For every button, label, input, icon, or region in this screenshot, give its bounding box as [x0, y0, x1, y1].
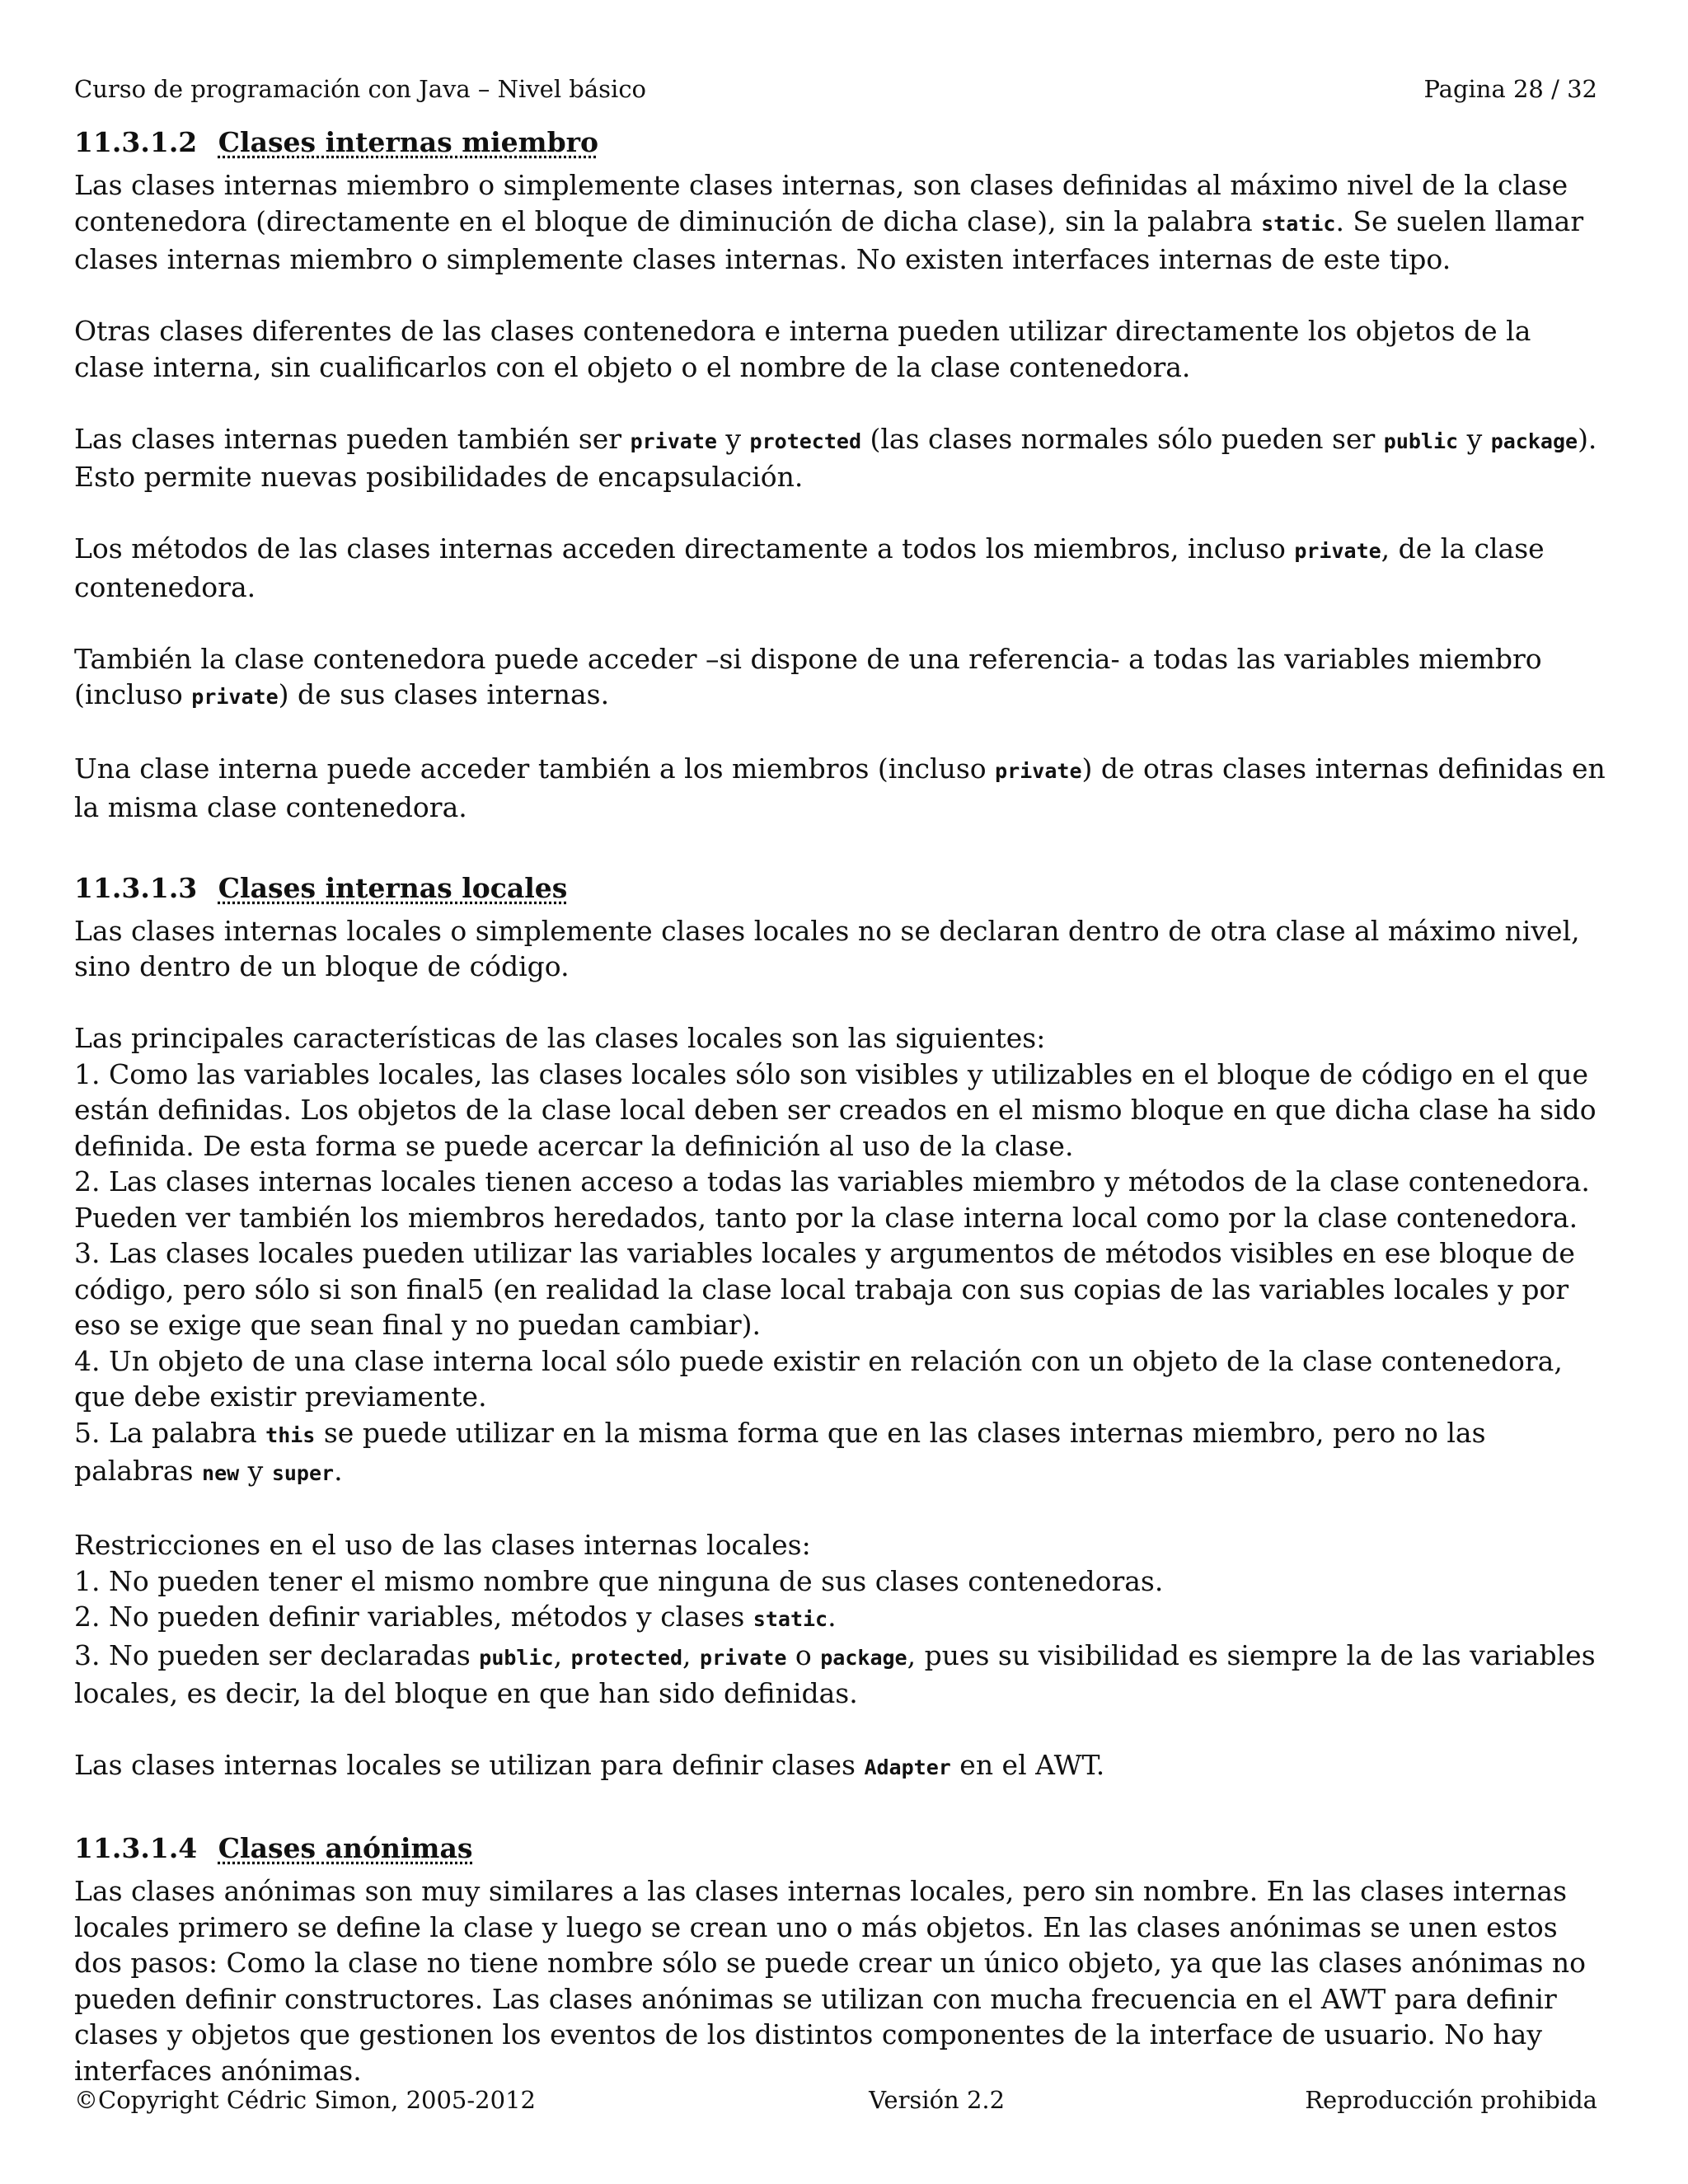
paragraph-text: ) de sus clases internas. [278, 678, 610, 710]
list-item-text: , pues su visibilidad es siempre la de las variables locales, es decir, la del bloque en que han sido definidas. [74, 1638, 1596, 1709]
paragraph [74, 531, 1607, 605]
features-list [74, 1020, 1607, 1492]
section-heading [74, 1830, 1607, 1867]
section-heading [74, 124, 1607, 161]
code-keyword: private [630, 429, 717, 453]
code-keyword: private [700, 1645, 787, 1670]
paragraph-text: ). Esto permite nuevas posibilidades de encapsulación. [74, 422, 1597, 493]
list-lead: Las principales características de las clases locales son las siguientes: [74, 1022, 1046, 1054]
code-keyword: static [1261, 211, 1336, 236]
section-heading [74, 869, 1607, 907]
paragraph-text: Una clase interna puede acceder también a los miembros (incluso [74, 752, 996, 785]
code-keyword: package [1490, 429, 1578, 453]
code-keyword: public [1383, 429, 1459, 453]
paragraph [74, 641, 1607, 715]
list-item: 2. Las clases internas locales tienen acceso a todas las variables miembro y métodos de la clase contenedora. Pueden ver también los miembros heredados, tanto por la clase interna local como por la clase contenedora. [74, 1165, 1590, 1234]
paragraph [74, 1747, 1607, 1786]
paragraph-text: Las clases internas locales se utilizan para definir clases [74, 1749, 865, 1781]
list-item-text: , [682, 1638, 701, 1671]
section-number: 11.3.1.3 [74, 871, 198, 904]
code-keyword: private [1294, 539, 1381, 563]
paragraph-text: Las clases internas pueden también ser [74, 422, 631, 455]
code-keyword: new [202, 1461, 240, 1485]
list-item-text: y [239, 1455, 272, 1487]
list-item-text: , [553, 1638, 571, 1671]
list-item [74, 1599, 1607, 1638]
list-item-text: . [828, 1601, 837, 1633]
list-item-text: 5. La palabra [74, 1416, 266, 1449]
list-item: 4. Un objeto de una clase interna local sólo puede existir en relación con un objeto de la clase contenedora, que debe existir previamente. [74, 1344, 1563, 1413]
paragraph: Las clases anónimas son muy similares a las clases internas locales, pero sin nombre. En las clases internas locales primero se define la clase y luego se crean uno o más objetos. En las clases anónimas se unen estos dos pasos: Como la clase no tiene nombre sólo se puede crear un único objeto, ya que las clases anónimas no pueden definir constructores. Las clases anónimas se utilizan con mucha frecuencia en el AWT para definir clases y objetos que gestionen los eventos de los distintos componentes de la interface de usuario. No hay interfaces anónimas. [74, 1875, 1587, 2087]
paragraph: Las clases internas locales o simplemente clases locales no se declaran dentro de otra clase al máximo nivel, sino dentro de un bloque de código. [74, 914, 1580, 982]
list-item-text: . [334, 1455, 343, 1487]
section-title: Clases internas locales [218, 871, 568, 904]
list-item: 3. Las clases locales pueden utilizar las variables locales y argumentos de métodos visibles en ese bloque de código, pero sólo si son final5 (en realidad la clase local trabaja con sus copias de las variables locales y por eso se exige que sean final y no puedan cambiar). [74, 1237, 1575, 1341]
page-number: Pagina 28 / 32 [1423, 75, 1597, 103]
code-keyword: protected [570, 1645, 683, 1670]
code-keyword: Adapter [864, 1755, 951, 1779]
code-keyword: protected [749, 429, 862, 453]
code-keyword: this [265, 1422, 316, 1447]
code-keyword: private [191, 685, 279, 709]
list-item-text: 2. No pueden definir variables, métodos y clases [74, 1601, 753, 1633]
running-header [74, 74, 1597, 104]
paragraph-text: (las clases normales sólo pueden ser [861, 422, 1384, 455]
paragraph-text: Los métodos de las clases internas acceden directamente a todos los miembros, incluso [74, 532, 1295, 565]
list-item-text: se puede utilizar en la misma forma que en las clases internas miembro, pero no las palabras [74, 1416, 1486, 1487]
paragraph-text: . Se suelen llamar clases internas miembro o simplemente clases internas. No existen interfaces internas de este tipo. [74, 204, 1584, 275]
paragraph-text: y [1458, 422, 1491, 455]
paragraph [74, 751, 1607, 825]
code-keyword: private [995, 759, 1082, 783]
reproduction-notice: Reproducción prohibida [1305, 2086, 1597, 2114]
paragraph-text: Las clases internas miembro o simplemente clases internas, son clases definidas al máximo nivel de la clase contenedora (directamente en el bloque de diminución de dicha clase), sin la palabra [74, 169, 1568, 237]
paragraph-text: , de la clase contenedora. [74, 532, 1545, 603]
paragraph-text: y [716, 422, 750, 455]
running-footer [74, 2085, 1597, 2115]
restrictions-list [74, 1527, 1607, 1712]
section-title: Clases internas miembro [218, 126, 599, 158]
list-lead: Restricciones en el uso de las clases internas locales: [74, 1529, 811, 1561]
section-number: 11.3.1.4 [74, 1832, 198, 1864]
list-item: 1. No pueden tener el mismo nombre que ninguna de sus clases contenedoras. [74, 1564, 1164, 1597]
code-keyword: super [271, 1461, 335, 1485]
code-keyword: public [479, 1645, 554, 1670]
code-keyword: static [753, 1607, 828, 1631]
list-item [74, 1638, 1607, 1712]
paragraph-text: en el AWT. [950, 1749, 1105, 1781]
list-item-text: 3. No pueden ser declaradas [74, 1638, 480, 1671]
paragraph [74, 421, 1607, 495]
list-item-text: o [786, 1638, 821, 1671]
paragraph-text: También la clase contenedora puede acceder –si dispone de una referencia- a todas las variables miembro (incluso [74, 642, 1542, 710]
paragraph-text: ) de otras clases internas definidas en la misma clase contenedora. [74, 752, 1606, 823]
list-item [74, 1415, 1607, 1492]
page-content [74, 124, 1607, 2125]
copyright-text: ©Copyright Cédric Simon, 2005-2012 [74, 2086, 536, 2114]
paragraph: Otras clases diferentes de las clases contenedora e interna pueden utilizar directamente los objetos de la clase interna, sin cualificarlos con el objeto o el nombre de la clase contenedora. [74, 315, 1531, 383]
version-text: Versión 2.2 [869, 2086, 1006, 2114]
code-keyword: package [820, 1645, 907, 1670]
section-title: Clases anónimas [218, 1832, 473, 1864]
list-item: 1. Como las variables locales, las clases locales sólo son visibles y utilizables en el bloque de código en el que están definidas. Los objetos de la clase local deben ser creados en el mismo bloque en que dicha clase ha sido definida. De esta forma se puede acercar la definición al uso de la clase. [74, 1057, 1597, 1162]
course-title: Curso de programación con Java – Nivel básico [74, 75, 647, 103]
section-number: 11.3.1.2 [74, 126, 198, 158]
paragraph [74, 167, 1607, 278]
